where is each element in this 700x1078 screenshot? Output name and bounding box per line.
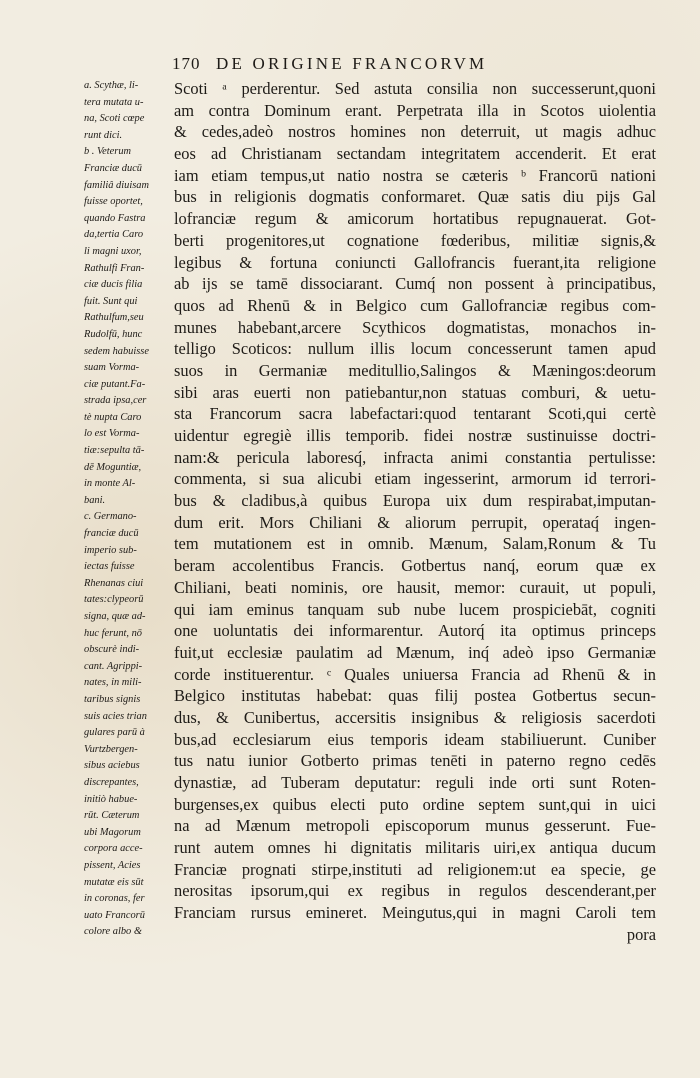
margin-note-line: Rathulfum,seu (84, 312, 144, 324)
marginal-notes (84, 78, 176, 941)
text-line: lofranciæ regum & amicorum hortatibus repugnauerat. Got- (174, 209, 656, 229)
margin-note-line: ciæ putant.Fa- (84, 378, 146, 390)
margin-note-line: sibus aciebus (84, 760, 140, 772)
margin-note-line: discrepantes, (84, 776, 139, 788)
margin-note-line: Rhenanas ciui (84, 577, 144, 589)
margin-note-line: huc ferunt, nō (84, 627, 143, 639)
page-header (172, 52, 572, 76)
text-line: tem mutationem est in omnib. Mænum, Salam,Ronum & Tu (174, 534, 656, 554)
margin-note-line: franciæ ducū (84, 528, 139, 540)
text-line: corde instituerentur. ᶜ Quales uniuersa Francia ad Rhenū & in (174, 664, 656, 684)
margin-note-line: tera mutata u- (84, 96, 144, 108)
text-line: bus,ad ecclesiarum eius temporis ideam stabiliuerunt. Cuniber (174, 729, 656, 749)
text-line: telligo Scoticos: nullum illis locum concesserunt tamen apud (174, 339, 656, 359)
margin-note-line: colore albo & (84, 926, 142, 938)
text-line: dus, & Cunibertus, accersitis insignibus & religiosis sacerdoti (174, 707, 656, 727)
margin-note-line: suam Vorma- (84, 362, 140, 374)
running-title: DE ORIGINE FRANCORVM (216, 54, 488, 73)
margin-note-line: tè nupta Caro (84, 411, 142, 423)
text-line: uidentur egregiè illis temporib. fidei nostræ sustinuisse doctri- (174, 426, 656, 445)
text-line: nerositas ipsorum,qui ex regibus in regulos descenderant,per (174, 881, 656, 901)
margin-note-line: iectas fuisse (84, 561, 135, 573)
text-line: munes habebant,arcere Scythicos dogmatistas, monachos in- (174, 317, 656, 337)
margin-note-line: ciæ ducis filia (84, 279, 143, 291)
margin-note-line: imperio sub- (84, 544, 137, 556)
text-line: dum erit. Mors Chiliani & aliorum perrupit, operataq́ ingen- (174, 512, 656, 532)
margin-note-line: mutatæ eis sūt (84, 876, 144, 888)
margin-note-line: initiò habue- (84, 793, 138, 805)
margin-note-line: b . Veterum (84, 146, 132, 158)
text-line: berti progenitores,ut cognatione fœderibus, militiæ signis,& (174, 230, 656, 250)
text-line: bus in religionis dogmatis conformaret. Quæ satis diu pijs Gal (174, 187, 656, 207)
margin-note-line: Rudolfū, hunc (84, 328, 143, 340)
margin-note-line: da,tertia Caro (84, 229, 144, 241)
text-line: Franciam rursus emineret. Meingutus,qui in magni Caroli tem (174, 903, 656, 923)
margin-note-line: dē Moguntiæ, (84, 461, 142, 473)
margin-note-line: signa, quæ ad- (84, 611, 146, 622)
text-line: na ad Mænum metropoli episcoporum munus gesserunt. Fue- (174, 816, 656, 836)
text-line: iam etiam tempus,ut natio nostra se cæteris ᵇ Francorū nationi (174, 165, 656, 185)
margin-note-line: na, Scoti cœpe (84, 113, 145, 125)
margin-note-line: tiæ:sepulta tā- (84, 445, 145, 457)
text-line: bus & cladibus,à quibus Europa uix dum respirabat,imputan- (174, 491, 656, 511)
page-number: 170 (172, 54, 201, 73)
margin-note-line: quando Fastra (84, 212, 146, 224)
text-line: tus natu iunior Gotberto primas tenēti in paterno regno cedēs (174, 751, 656, 771)
margin-note-line: Franciæ ducū (84, 162, 143, 174)
margin-note-line: li magni uxor, (84, 245, 142, 257)
margin-note-line: in monte Al- (84, 478, 136, 490)
text-line: burgenses,ex quibus electi puto ordine septem sunt,qui in uici (174, 794, 656, 814)
main-text-block (174, 78, 656, 946)
margin-note-line: a. Scythæ, li- (84, 80, 139, 91)
margin-note-line: fuit. Sunt qui (84, 295, 138, 307)
text-line: sta Francorum sacra labefactari:quod tentarant Scoti,qui certè (174, 404, 656, 424)
text-line: sibi aras euerti non patiebantur,non statuas comburi, & uetu- (174, 382, 656, 402)
text-line: dynastiæ, ad Tuberam deputatur: reguli inde orti sunt Roten- (174, 773, 656, 792)
margin-note-line: in coronas, fer (84, 893, 145, 905)
text-line: qui iam eminus tanquam sub nube lucem prospiciebāt, cogniti (174, 599, 656, 619)
margin-note-line: corpora acce- (84, 843, 143, 855)
text-line: fuit,ut ecclesiæ paulatim ad Mænum, inq́ adeò ipso Germaniæ (174, 642, 656, 662)
margin-note-line: familiâ diuisam (84, 179, 149, 191)
margin-note-line: Vurtzbergen- (84, 743, 138, 755)
text-line: quos ad Rhenū & in Belgico cum Gallofranciæ regibus com- (174, 295, 656, 315)
text-line: Chiliani, beati nominis, ore hausit, memor: curauit, ut populi, (174, 577, 656, 597)
text-line: Franciæ prognati stirpe,instituti ad religionem:ut ea specie, ge (174, 859, 656, 879)
margin-note-line: Rathulfi Fran- (84, 262, 145, 274)
margin-note-line: uato Francorū (84, 909, 145, 921)
margin-note-line: rūt. Cæterum (84, 810, 140, 822)
margin-note-line: tates:clypeorū (84, 594, 144, 606)
margin-note-line: lo est Vorma- (84, 428, 140, 440)
margin-note-line: sedem habuisse (84, 345, 149, 357)
margin-note-line: c. Germano- (84, 511, 137, 523)
margin-note-line: suis acies trian (84, 710, 147, 722)
margin-note-line: taribus signis (84, 693, 141, 705)
margin-note-line: fuisse oportet, (84, 196, 143, 208)
text-line: nam:& pericula laboresq́, infracta animi constantia pertulisse: (174, 447, 656, 467)
margin-note-line: runt dici. (84, 129, 123, 141)
text-line: runt autem omnes hi dignitatis militaris uiri,ex antiqua ducum (174, 838, 656, 858)
text-line: Belgico institutas habebat: quas filij postea Gotbertus secun- (174, 686, 656, 706)
margin-note-line: gulares parū à (84, 727, 145, 739)
margin-note-line: nates, in mili- (84, 677, 142, 689)
text-line: ab ijs se tamē dissociarant. Cumq́ non possent à principatibus, (174, 274, 656, 294)
text-line: legibus & fortuna coniuncti Gallofrancis fuerant,ita religione (174, 252, 656, 272)
text-line: suos in Germaniæ meditullio,Salingos & Mæningos:deorum (174, 360, 656, 380)
margin-note-line: bani. (84, 494, 106, 506)
margin-note-line: obscurè indi- (84, 644, 140, 656)
text-line: one uoluntatis dei informarentur. Autorq́ ita optimus princeps (174, 621, 656, 641)
text-line: Scoti ᵃ perderentur. Sed astuta consilia non successerunt,quoni (174, 79, 656, 98)
text-line: commenta, si sua alicubi etiam ingesserint, armorum id terrori- (174, 469, 656, 489)
catchword: pora (626, 924, 656, 944)
text-line: & cedes,adeò nostros homines non deterruit, ut magis adhuc (174, 122, 656, 142)
text-line: eos ad Christianam sectandam integritatem accenderit. Et erat (174, 144, 656, 164)
margin-note-line: strada ipsa,cer (84, 395, 147, 407)
text-line: beram accolentibus Francis. Gotbertus nanq́, eorum quæ ex (174, 556, 656, 576)
margin-note-line: pissent, Acies (84, 859, 141, 871)
margin-note-line: cant. Agrippi- (84, 660, 143, 672)
margin-note-line: ubi Magorum (84, 826, 141, 838)
text-line: am contra Dominum erant. Perpetrata illa in Scotos uiolentia (174, 100, 656, 120)
